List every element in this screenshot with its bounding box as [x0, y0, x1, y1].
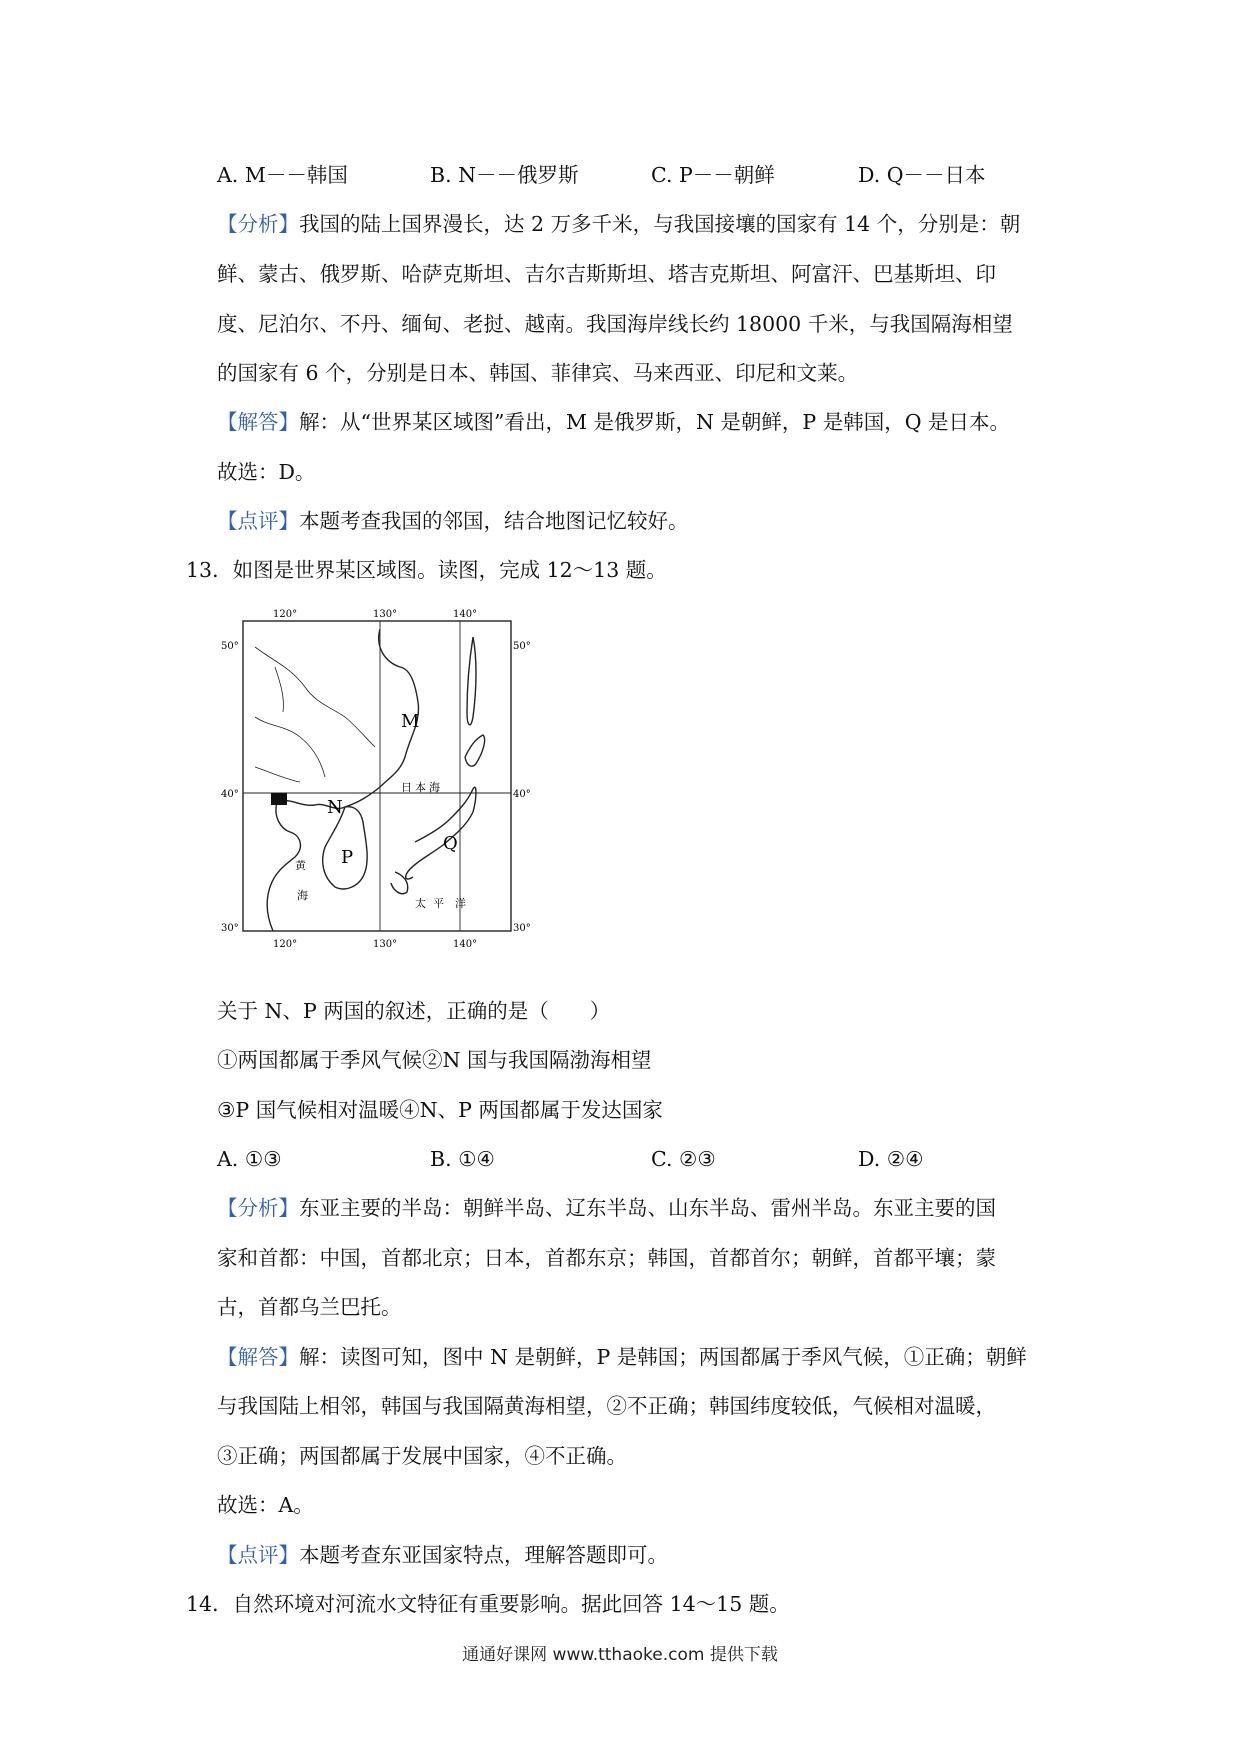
lon-label-130-top: 130°	[373, 609, 398, 620]
capital-mark	[271, 793, 287, 805]
q12-option-d: D. Q－－日本	[858, 163, 986, 187]
map-label-q: Q	[443, 833, 458, 854]
q13-option-b: B. ①④	[430, 1147, 495, 1171]
lon-label-140-bottom: 140°	[453, 939, 478, 950]
japan-kyushu	[391, 872, 408, 894]
q13-answer-line-1: 【解答】解：读图可知，图中 N 是朝鲜，P 是韩国；两国都属于季风气候，①正确；朝鲜	[217, 1345, 1027, 1369]
q14-stem: 14．自然环境对河流水文特征有重要影响。据此回答 14～15 题。	[186, 1592, 790, 1616]
japan-hokkaido	[465, 735, 485, 766]
sea-label-hai-2: 海	[297, 889, 308, 902]
q13-statement-2: ③P 国气候相对温暖④N、P 两国都属于发达国家	[217, 1098, 663, 1122]
border-1	[255, 647, 375, 747]
sea-label-huang: 黄	[295, 859, 306, 872]
q12-analysis-line-4: 的国家有 6 个，分别是日本、韩国、菲律宾、马来西亚、印尼和文莱。	[217, 361, 859, 385]
sea-label-ri: 日	[401, 781, 412, 794]
comment-tag: 【点评】	[217, 509, 299, 533]
lon-label-120-bottom: 120°	[273, 939, 298, 950]
lat-label-30-left: 30°	[221, 923, 239, 934]
q13-option-c: C. ②③	[651, 1147, 716, 1171]
japan-honshu	[406, 787, 476, 879]
region-map	[215, 607, 531, 952]
border-2	[255, 717, 325, 777]
lat-label-30-right: 30°	[513, 923, 531, 934]
q12-analysis-line-3: 度、尼泊尔、不丹、缅甸、老挝、越南。我国海岸线长约 18000 千米，与我国隔海相望	[217, 312, 1013, 336]
answer-tag: 【解答】	[217, 1345, 299, 1369]
q13-analysis-line-2: 家和首都：中国，首都北京；日本，首都东京；韩国，首都首尔；朝鲜，首都平壤；蒙	[217, 1246, 996, 1270]
q13-stem: 13．如图是世界某区域图。读图，完成 12～13 题。	[186, 558, 667, 582]
lon-label-120-top: 120°	[273, 609, 298, 620]
q12-answer-line: 【解答】解：从“世界某区域图”看出，M 是俄罗斯，N 是朝鲜，P 是韩国，Q 是日本。	[217, 410, 1011, 434]
answer-tag: 【解答】	[217, 410, 299, 434]
lat-label-40-right: 40°	[513, 789, 531, 800]
q12-choice-line: 故选：D。	[217, 460, 316, 484]
q13-answer-line-3: ③正确；两国都属于发展中国家，④不正确。	[217, 1444, 627, 1468]
q13-answer-line-2: 与我国陆上相邻，韩国与我国隔黄海相望，②不正确；韩国纬度较低，气候相对温暖，	[217, 1394, 996, 1418]
q13-option-d: D. ②④	[858, 1147, 924, 1171]
sea-label-ben: 本	[415, 781, 426, 794]
analysis-tag: 【分析】	[217, 212, 299, 236]
q12-option-a: A. M－－韩国	[217, 163, 348, 187]
q12-analysis-line-1: 【分析】我国的陆上国界漫长，达 2 万多千米，与我国接壤的国家有 14 个，分别是：朝	[217, 212, 1021, 236]
sea-label-hai-1: 海	[429, 781, 440, 794]
border-4	[255, 767, 300, 782]
map-label-m: M	[401, 711, 420, 732]
q12-option-c: C. P－－朝鲜	[651, 163, 775, 187]
map-frame	[243, 621, 511, 931]
q12-analysis-line-2: 鲜、蒙古、俄罗斯、哈萨克斯坦、吉尔吉斯斯坦、塔吉克斯坦、阿富汗、巴基斯坦、印	[217, 262, 996, 286]
q13-choice-line: 故选：A。	[217, 1493, 314, 1517]
lon-label-130-bottom: 130°	[373, 939, 398, 950]
lat-label-40-left: 40°	[221, 789, 239, 800]
sea-label-tai: 太	[415, 897, 426, 910]
sea-label-yang: 洋	[455, 897, 466, 910]
q13-statement-1: ①两国都属于季风气候②N 国与我国隔渤海相望	[217, 1048, 652, 1072]
q13-analysis-line-3: 古，首都乌兰巴托。	[217, 1295, 402, 1319]
page-footer: 通通好课网 www.tthaoke.com 提供下载	[462, 1645, 778, 1665]
lat-label-50-right: 50°	[513, 641, 531, 652]
lat-label-50-left: 50°	[221, 641, 239, 652]
q12-comment-line: 【点评】本题考查我国的邻国，结合地图记忆较好。	[217, 509, 689, 533]
map-label-n: N	[327, 797, 343, 818]
q13-comment-line: 【点评】本题考查东亚国家特点，理解答题即可。	[217, 1543, 668, 1567]
q13-option-a: A. ①③	[217, 1147, 282, 1171]
sakhalin	[467, 637, 476, 725]
analysis-tag: 【分析】	[217, 1196, 299, 1220]
lon-label-140-top: 140°	[453, 609, 478, 620]
map-label-p: P	[341, 847, 354, 868]
border-3	[275, 667, 283, 712]
q12-option-b: B. N－－俄罗斯	[430, 163, 579, 187]
sea-label-ping: 平	[433, 897, 444, 910]
comment-tag: 【点评】	[217, 1543, 299, 1567]
q13-question: 关于 N、P 两国的叙述，正确的是（ ）	[217, 999, 611, 1023]
q13-analysis-line-1: 【分析】东亚主要的半岛：朝鲜半岛、辽东半岛、山东半岛、雷州半岛。东亚主要的国	[217, 1196, 996, 1220]
